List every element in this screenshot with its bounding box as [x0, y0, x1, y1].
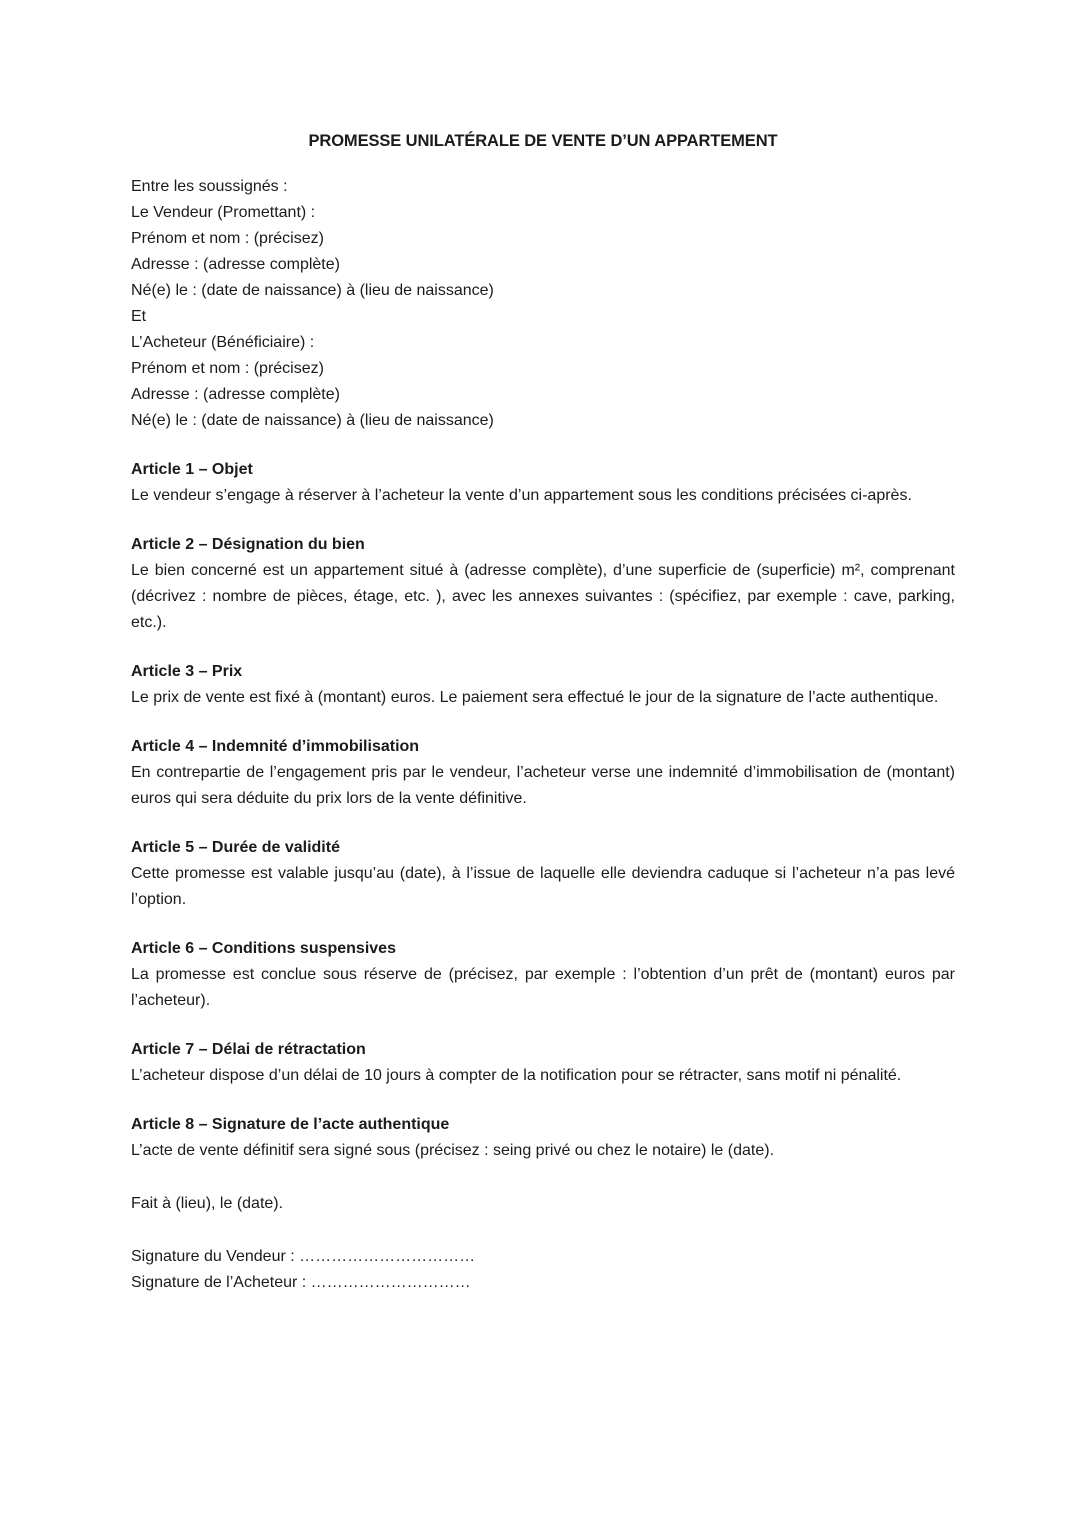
article-4-body: En contrepartie de l’engagement pris par le vendeur, l’acheteur verse une indemnité d’immobilisation de (montant) euros qui sera déduite du prix lors de la vente définitive. [131, 764, 955, 807]
article-8-signature-acte-authentique [131, 1112, 955, 1164]
article-2-body: Le bien concerné est un appartement situé à (adresse complète), d’une superficie de (superficie) m², comprenant (décrivez : nombre de pièces, étage, etc. ), avec les annexes suivantes : (spécifiez, par exemple : cave, parking, etc.). [131, 562, 955, 631]
intro-line-acheteur: L’Acheteur (Bénéficiaire) : [131, 334, 315, 351]
article-7-body: L’acheteur dispose d’un délai de 10 jours à compter de la notification pour se rétracter, sans motif ni pénalité. [131, 1067, 902, 1084]
article-3-body: Le prix de vente est fixé à (montant) euros. Le paiement sera effectué le jour de la signature de l’acte authentique. [131, 689, 939, 706]
article-7-heading: Article 7 – Délai de rétractation [131, 1041, 366, 1058]
signature-block [131, 1244, 955, 1296]
intro-line-vendeur-adresse: Adresse : (adresse complète) [131, 256, 340, 273]
article-5-body: Cette promesse est valable jusqu’au (date), à l’issue de laquelle elle deviendra caduque si l’acheteur n’a pas levé l’option. [131, 865, 955, 908]
document-title: PROMESSE UNILATÉRALE DE VENTE D’UN APPARTEMENT [308, 132, 778, 150]
article-5-heading: Article 5 – Durée de validité [131, 839, 340, 856]
signature-vendor-line: Signature du Vendeur : …………………………… [131, 1248, 476, 1265]
intro-line-acheteur-naissance: Né(e) le : (date de naissance) à (lieu de naissance) [131, 412, 494, 429]
parties-section [131, 174, 955, 434]
article-2-designation-du-bien [131, 532, 955, 636]
article-7-delai-de-retractation [131, 1037, 955, 1089]
article-2-heading: Article 2 – Désignation du bien [131, 536, 365, 553]
intro-line-acheteur-adresse: Adresse : (adresse complète) [131, 386, 340, 403]
signature-buyer-line: Signature de l’Acheteur : ………………………… [131, 1274, 471, 1291]
article-3-heading: Article 3 – Prix [131, 663, 243, 680]
article-8-heading: Article 8 – Signature de l’acte authentique [131, 1116, 450, 1133]
article-5-duree-de-validite [131, 835, 955, 913]
intro-line-acheteur-nom: Prénom et nom : (précisez) [131, 360, 324, 377]
article-4-heading: Article 4 – Indemnité d’immobilisation [131, 738, 420, 755]
article-1-heading: Article 1 – Objet [131, 461, 253, 478]
article-6-conditions-suspensives [131, 936, 955, 1014]
intro-line-entre-les-soussignes: Entre les soussignés : [131, 178, 288, 195]
intro-line-et: Et [131, 308, 147, 325]
intro-line-vendeur-naissance: Né(e) le : (date de naissance) à (lieu de naissance) [131, 282, 494, 299]
article-3-prix [131, 659, 955, 711]
article-6-heading: Article 6 – Conditions suspensives [131, 940, 396, 957]
article-1-body: Le vendeur s’engage à réserver à l’acheteur la vente d’un appartement sous les conditions précisées ci-après. [131, 487, 912, 504]
article-8-body: L’acte de vente définitif sera signé sous (précisez : seing privé ou chez le notaire) le (date). [131, 1142, 775, 1159]
article-4-indemnite-immobilisation [131, 734, 955, 812]
intro-line-vendeur-nom: Prénom et nom : (précisez) [131, 230, 324, 247]
article-6-body: La promesse est conclue sous réserve de (précisez, par exemple : l’obtention d’un prêt de (montant) euros par l’acheteur). [131, 966, 955, 1009]
article-1-objet [131, 457, 955, 509]
intro-line-vendeur: Le Vendeur (Promettant) : [131, 204, 316, 221]
closing-line: Fait à (lieu), le (date). [131, 1195, 284, 1212]
